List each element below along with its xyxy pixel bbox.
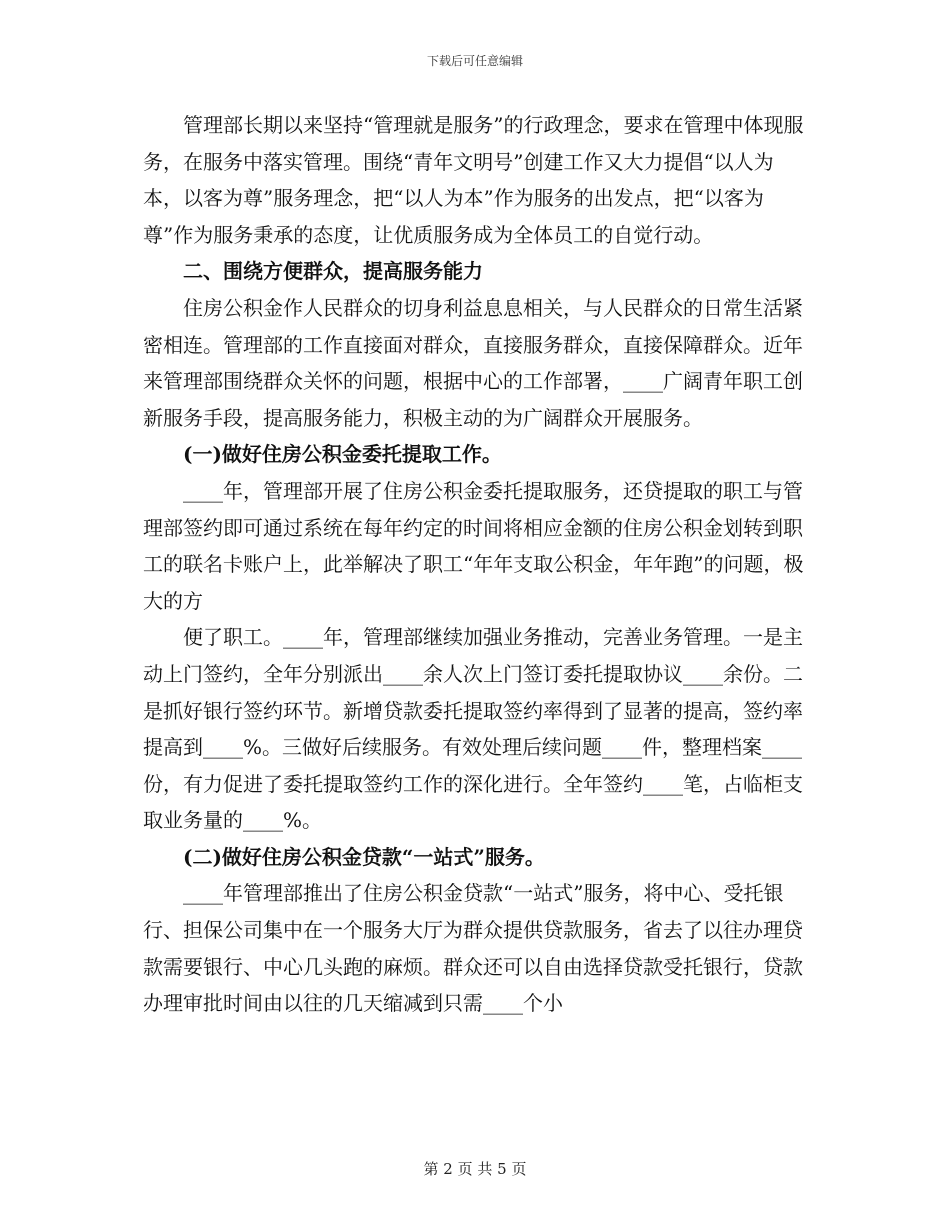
paragraph-withdrawal-results: 便了职工。____年，管理部继续加强业务推动，完善业务管理。一是主动上门签约，全年分别派出____余人次上门签订委托提取协议____余份。二是抓好银行签约环节。新增贷款委托提取签约率得到了显著的提高，签约率提高到____%。三做好后续服务。有效处理后续问题____件，整理档案____份，有力促进了委托提取签约工作的深化进行。全年签约____笔，占临柜支取业务量的____%。 (143, 625, 803, 833)
paragraph-entrusted-withdrawal: ____年，管理部开展了住房公积金委托提取服务，还贷提取的职工与管理部签约即可通过系统在每年约定的时间将相应金额的住房公积金划转到职工的联名卡账户上，此举解决了职工“年年支取公积金，年年跑”的问题，极大的方 (143, 478, 804, 613)
section-heading-2: 二、围绕方便群众，提高服务能力 (183, 259, 483, 284)
document-body (143, 107, 809, 1022)
page-number: 第 2 页 共 5 页 (423, 1160, 527, 1178)
subsection-heading-1: (一)做好住房公积金委托提取工作。 (183, 442, 502, 467)
page-header: 下载后可任意编辑 (426, 54, 523, 68)
paragraph-management-philosophy: 管理部长期以来坚持“管理就是服务”的行政理念，要求在管理中体现服务，在服务中落实管理。围绕“青年文明号”创建工作又大力提倡“以人为本，以客为尊”服务理念，把“以人为本”作为服务的出发点，把“以客为尊”作为服务秉承的态度，让优质服务成为全体员工的自觉行动。 (143, 113, 804, 247)
subsection-heading-2: (二)做好住房公积金贷款“一站式”服务。 (183, 844, 545, 869)
paragraph-service-capability: 住房公积金作人民群众的切身利益息息相关，与人民群众的日常生活紧密相连。管理部的工作直接面对群众，直接服务群众，直接保障群众。近年来管理部围绕群众关怀的问题，根据中心的工作部署，____广阔青年职工创新服务手段，提高服务能力，积极主动的为广阔群众开展服务。 (143, 295, 803, 430)
paragraph-one-stop-service: ____年管理部推出了住房公积金贷款“一站式”服务，将中心、受托银行、担保公司集中在一个服务大厅为群众提供贷款服务，省去了以往办理贷款需要银行、中心几头跑的麻烦。群众还可以自由选择贷款受托银行，贷款办理审批时间由以往的几天缩减到只需____个小 (143, 881, 803, 1016)
